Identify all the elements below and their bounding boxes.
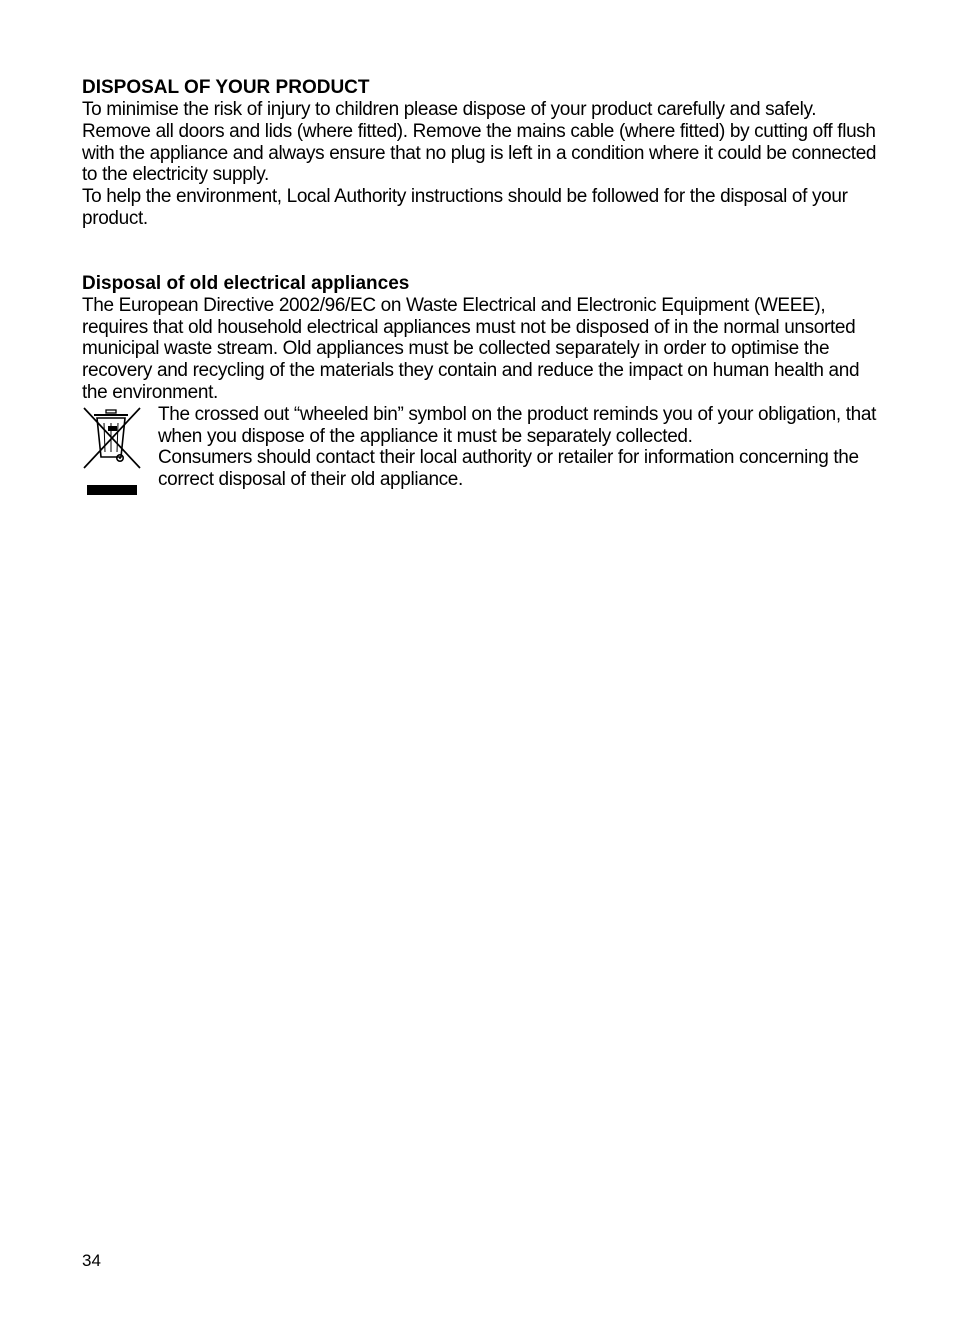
page-number: 34 — [82, 1251, 101, 1270]
contact-authority-paragraph: Consumers should contact their local authority or retailer for information concerning the correct disposal of their old appliance. — [158, 447, 859, 491]
crossed-out-wheeled-bin-icon — [82, 405, 142, 499]
disposal-of-product-section — [82, 77, 882, 230]
disposal-of-product-heading: DISPOSAL OF YOUR PRODUCT — [82, 77, 370, 98]
old-electrical-appliances-heading: Disposal of old electrical appliances — [82, 272, 410, 294]
child-safety-paragraph: To minimise the risk of injury to children please dispose of your product carefully and safely. Remove all doors and lids (where fitted). Remove the mains cable (where fitted) by cutting off flush with the appliance and always ensure that no plug is left in a condition where it could be connected to the electricity supply. — [82, 99, 877, 186]
section-spacer — [82, 230, 882, 273]
wheeled-bin-symbol-paragraph: The crossed out “wheeled bin” symbol on the product reminds you of your obligation, that when you dispose of the appliance it must be separately collected. — [158, 403, 877, 447]
document-page — [82, 77, 882, 491]
old-electrical-appliances-section — [82, 273, 882, 491]
weee-symbol-block — [82, 404, 882, 491]
environment-paragraph: To help the environment, Local Authority instructions should be followed for the disposal of your product. — [82, 186, 848, 229]
weee-directive-paragraph: The European Directive 2002/96/EC on Waste Electrical and Electronic Equipment (WEEE), requires that old household electrical appliances must not be disposed of in the normal unsorted municipal waste stream. Old appliances must be collected separately in order to optimise the recovery and recycling of the materials they contain and reduce the impact on human health and the environment. — [82, 294, 860, 403]
